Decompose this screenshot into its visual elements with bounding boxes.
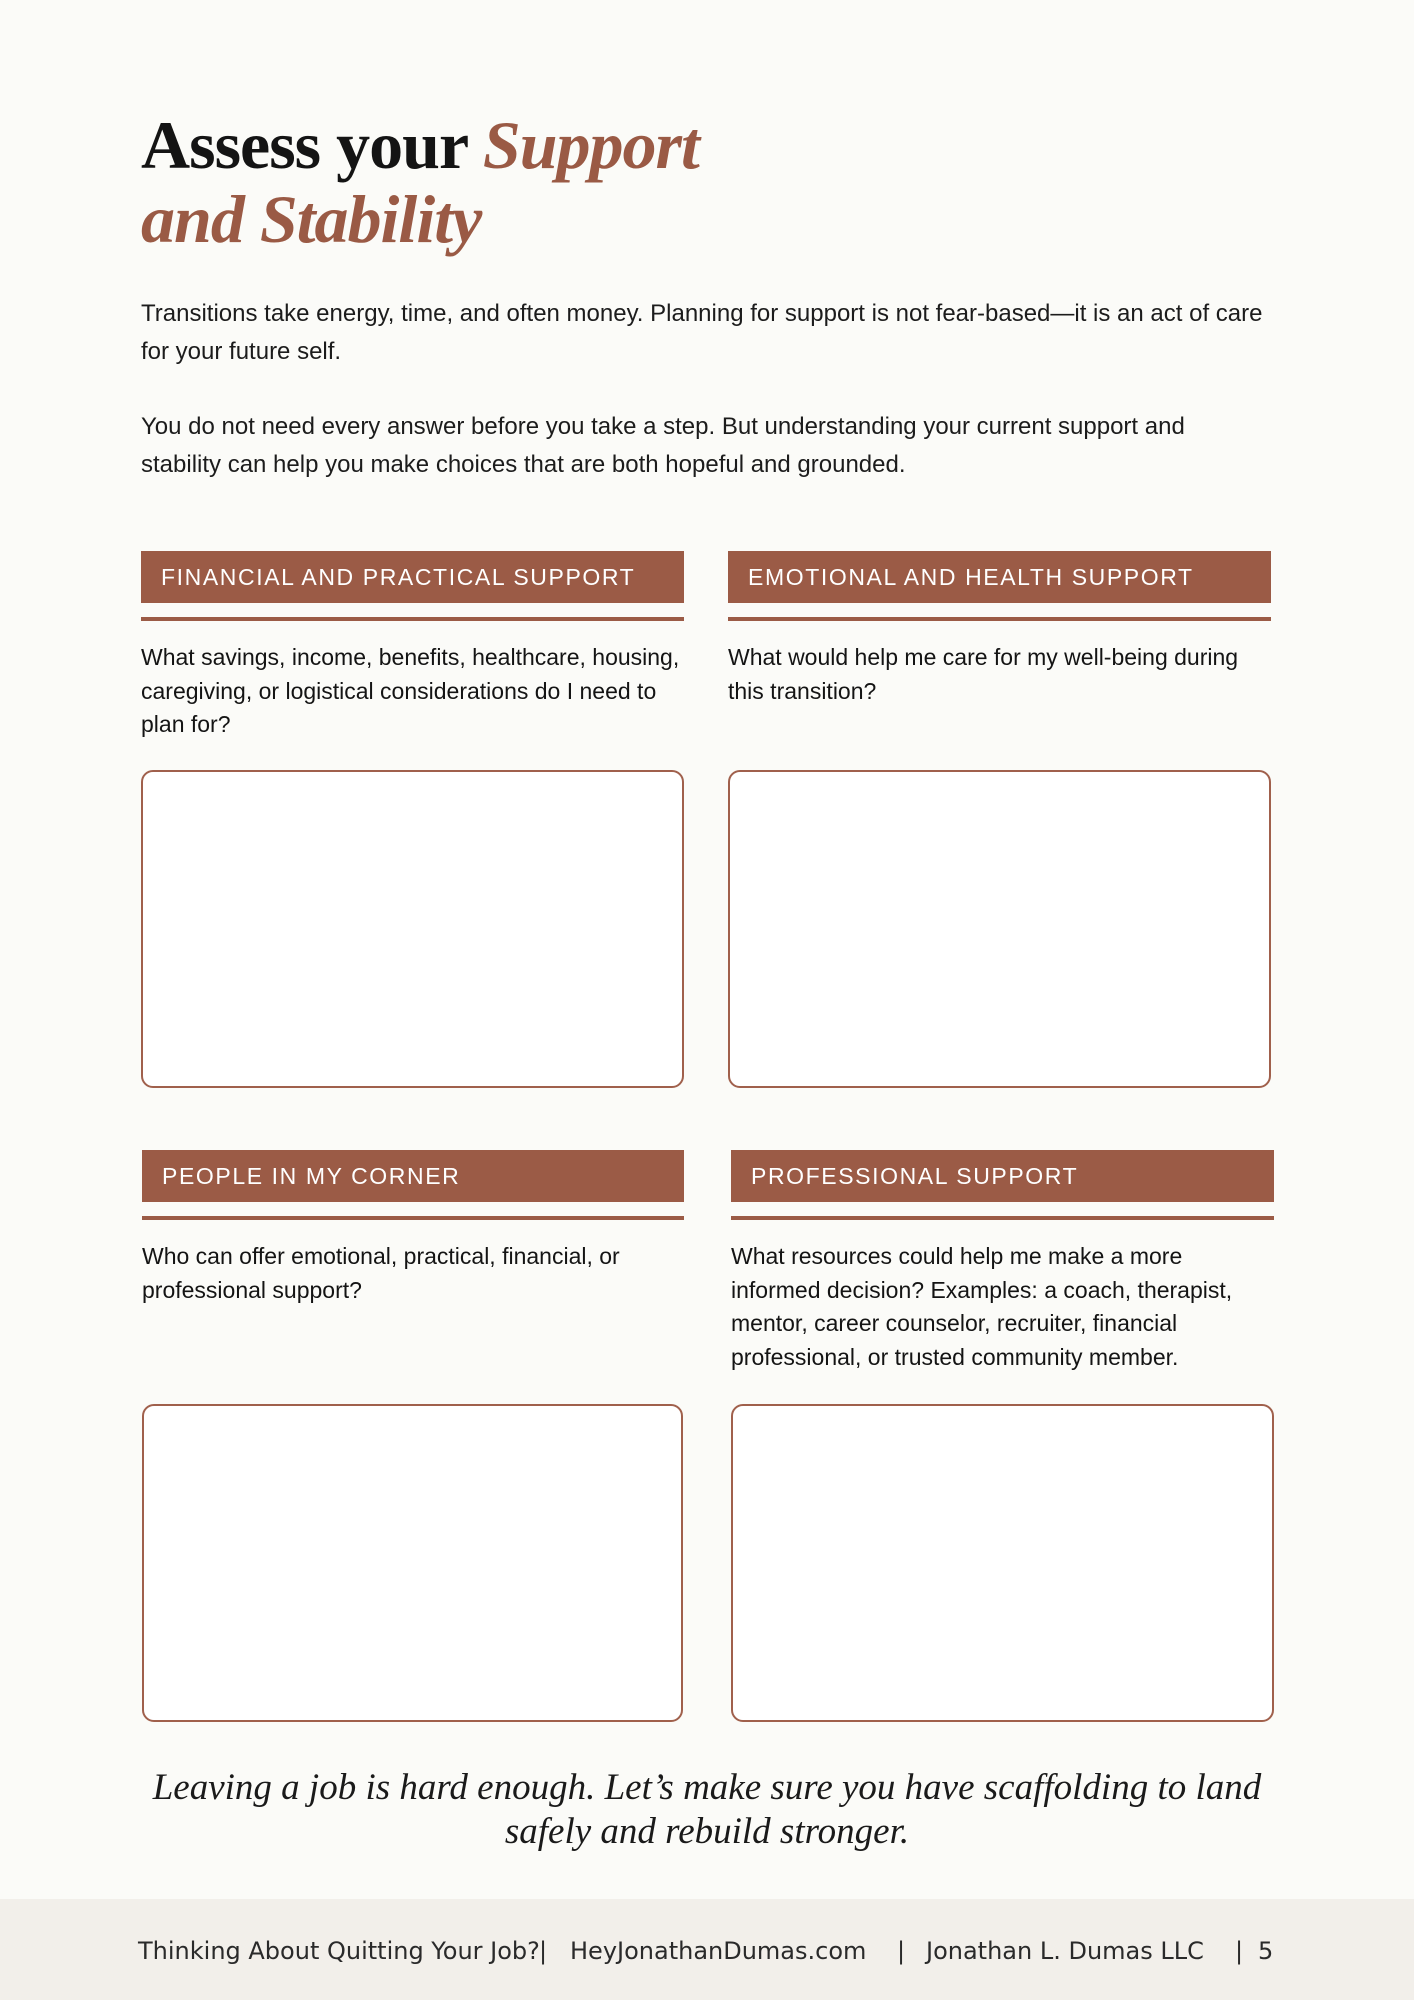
section-professional-support (731, 1150, 1274, 1374)
section-divider (731, 1216, 1274, 1220)
section-heading: FINANCIAL AND PRACTICAL SUPPORT (141, 551, 684, 603)
section-heading: PEOPLE IN MY CORNER (142, 1150, 684, 1202)
section-divider (141, 617, 684, 621)
section-question: What savings, income, benefits, healthcare, housing, caregiving, or logistical considerations do I need to plan for? (141, 644, 680, 737)
footer-company: Jonathan L. Dumas LLC (926, 1937, 1204, 1965)
footer-doc-title: Thinking About Quitting Your Job? (138, 1937, 540, 1965)
section-financial-support (141, 551, 684, 742)
intro-paragraph-1: Transitions take energy, time, and often money. Planning for support is not fear-based—it is an act of care for your future self. (141, 300, 1263, 365)
section-question: What would help me care for my well-being during this transition? (728, 644, 1239, 704)
question-main: What resources could help me make a more informed decision? (731, 1243, 1183, 1303)
footer-separator: | (1235, 1937, 1244, 1965)
section-emotional-support (728, 551, 1271, 708)
section-question (731, 1240, 1274, 1374)
section-divider (142, 1216, 684, 1220)
section-divider (728, 617, 1271, 621)
answer-box-emotional[interactable] (728, 770, 1271, 1088)
section-heading: PROFESSIONAL SUPPORT (731, 1150, 1274, 1202)
answer-box-financial[interactable] (141, 770, 684, 1088)
footer-separator: | (539, 1937, 548, 1965)
title-accent-2: and Stability (141, 181, 482, 257)
title-plain: Assess your (141, 107, 483, 183)
section-people-in-my-corner (142, 1150, 684, 1307)
question-examples: Examples: a coach, therapist, mentor, career counselor, recruiter, financial professional, or trusted community member. (731, 1276, 1233, 1370)
section-question: Who can offer emotional, practical, financial, or professional support? (142, 1243, 620, 1303)
intro-paragraph-2: You do not need every answer before you take a step. But understanding your current support and stability can help you make choices that are both hopeful and grounded. (141, 413, 1185, 478)
section-heading: EMOTIONAL AND HEALTH SUPPORT (728, 551, 1271, 603)
page-footer (0, 1899, 1414, 2000)
footer-separator: | (897, 1937, 906, 1965)
footer-page-number: 5 (1258, 1937, 1274, 1965)
page-title (141, 108, 1041, 256)
answer-box-professional[interactable] (731, 1404, 1274, 1722)
title-accent-1: Support (482, 107, 699, 183)
footer-website-link[interactable]: HeyJonathanDumas.com (570, 1937, 867, 1965)
closing-quote: Leaving a job is hard enough. Let’s make sure you have scaffolding to land safely and rebuild stronger. (152, 1767, 1262, 1852)
answer-box-people[interactable] (142, 1404, 683, 1722)
